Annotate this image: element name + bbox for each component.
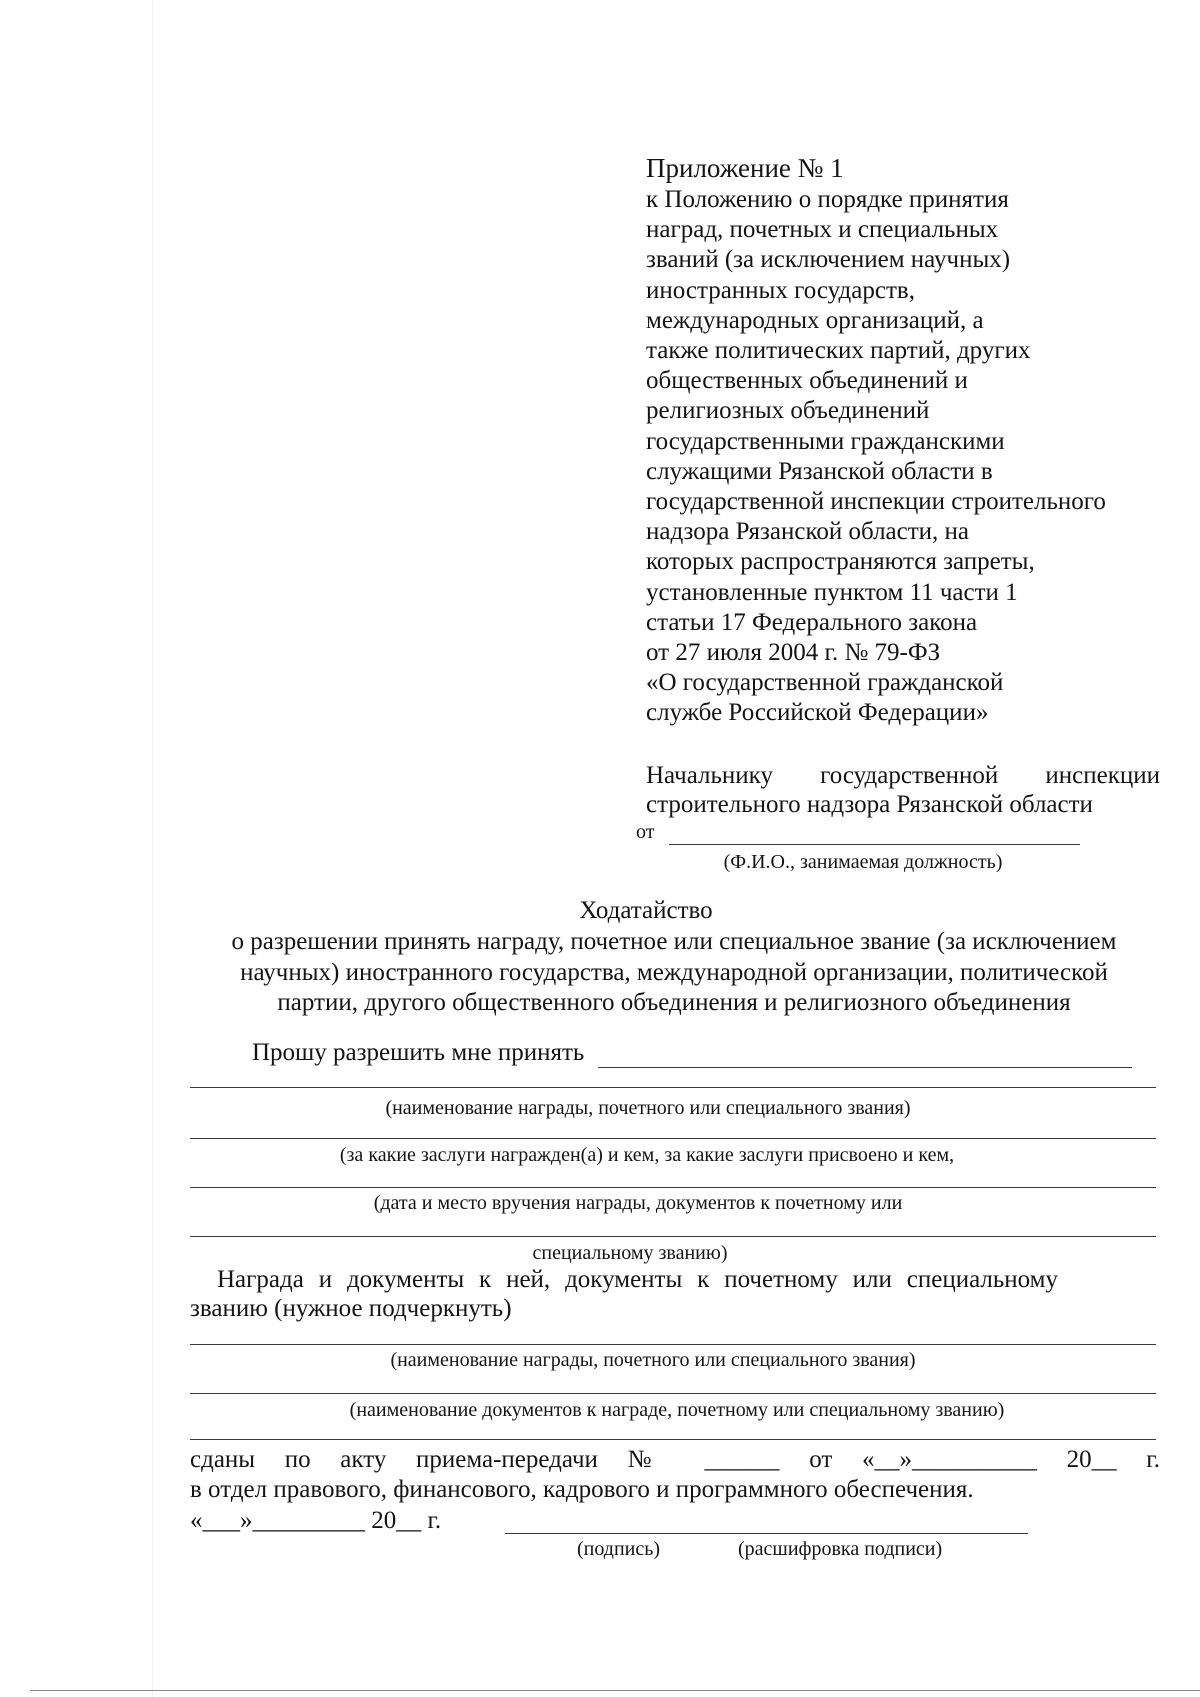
- fill-line: [190, 1236, 1156, 1237]
- appendix-line: от 27 июля 2004 г. № 79-ФЗ: [646, 639, 941, 667]
- appendix-line: религиозных объединений: [646, 397, 930, 425]
- fill-line: [190, 1439, 1156, 1440]
- fill-line: [190, 1087, 1156, 1088]
- caption-merits: (за какие заслуги награжден(а) и кем, за какие заслуги присвоено и кем,: [339, 1144, 955, 1166]
- appendix-line: государственными гражданскими: [646, 427, 1005, 455]
- appendix-line: статьи 17 Федерального закона: [646, 608, 978, 636]
- appendix-line: международных организаций, а: [646, 306, 984, 334]
- appendix-line: наград, почетных и специальных: [646, 216, 999, 244]
- fill-line: [190, 1344, 1156, 1345]
- appendix-line: «О государственной гражданской: [646, 669, 1004, 697]
- caption-signature: (подпись): [577, 1538, 661, 1560]
- appendix-line: установленные пунктом 11 части 1: [646, 578, 1018, 606]
- signature-line: [505, 1533, 1028, 1534]
- appendix-line: служащими Рязанской области в: [646, 457, 993, 485]
- handover-line-2: званию (нужное подчеркнуть): [190, 1295, 512, 1322]
- petition-subtitle-line: партии, другого общественного объединения и религиозного объединения: [277, 989, 1071, 1016]
- appendix-line: общественных объединений и: [646, 367, 968, 395]
- appendix-line: которых распространяются запреты,: [646, 548, 1035, 576]
- fill-line: [190, 1138, 1156, 1139]
- appendix-line: государственной инспекции строительного: [646, 488, 1106, 516]
- caption-award-name: (наименование награды, почетного или специального звания): [385, 1097, 911, 1119]
- handover-line-1: Награда и документы к ней, документы к почетному или специальному: [217, 1266, 1058, 1293]
- appendix-line: званий (за исключением научных): [646, 246, 1011, 274]
- scan-edge-line: [152, 0, 153, 1697]
- caption-date-place-cont: специальному званию): [532, 1242, 728, 1264]
- page-bottom-edge: [30, 1690, 1200, 1691]
- appendix-title: Приложение № 1: [646, 153, 844, 183]
- act-line: сданы по акту приема-передачи № ______ от «__»__________ 20__ г.: [190, 1446, 1160, 1473]
- caption-date-place: (дата и место вручения награды, документов к почетному или: [373, 1192, 903, 1214]
- caption-signature-decoding: (расшифровка подписи): [738, 1538, 943, 1560]
- from-label: от: [636, 821, 655, 843]
- date-line: «___»_________ 20__ г.: [190, 1507, 442, 1534]
- request-award-line: [598, 1067, 1132, 1068]
- from-caption: (Ф.И.О., занимаемая должность): [723, 851, 1003, 873]
- caption-documents: (наименование документов к награде, почетному или специальному званию): [349, 1399, 1005, 1421]
- appendix-line: к Положению о порядке принятия: [646, 186, 1009, 213]
- fill-line: [190, 1393, 1156, 1394]
- department-line: в отдел правового, финансового, кадрового и программного обеспечения.: [190, 1476, 974, 1503]
- addressee-line-1: Начальнику государственной инспекции: [646, 762, 1160, 789]
- appendix-line: службе Российской Федерации»: [646, 699, 989, 727]
- from-name-line: [669, 844, 1080, 845]
- petition-title: Ходатайство: [579, 897, 713, 924]
- petition-subtitle-line: научных) иностранного государства, международной организации, политической: [240, 959, 1108, 986]
- petition-subtitle-line: о разрешении принять награду, почетное или специальное звание (за исключением: [231, 928, 1117, 955]
- appendix-header: [646, 152, 1166, 729]
- caption-award-name-2: (наименование награды, почетного или специального звания): [390, 1349, 916, 1371]
- fill-line: [190, 1187, 1156, 1188]
- appendix-line: иностранных государств,: [646, 276, 915, 304]
- appendix-line: также политических партий, других: [646, 337, 1031, 365]
- addressee-line-2: строительного надзора Рязанской области: [646, 791, 1093, 818]
- appendix-line: надзора Рязанской области, на: [646, 518, 970, 546]
- request-text: Прошу разрешить мне принять: [252, 1039, 585, 1066]
